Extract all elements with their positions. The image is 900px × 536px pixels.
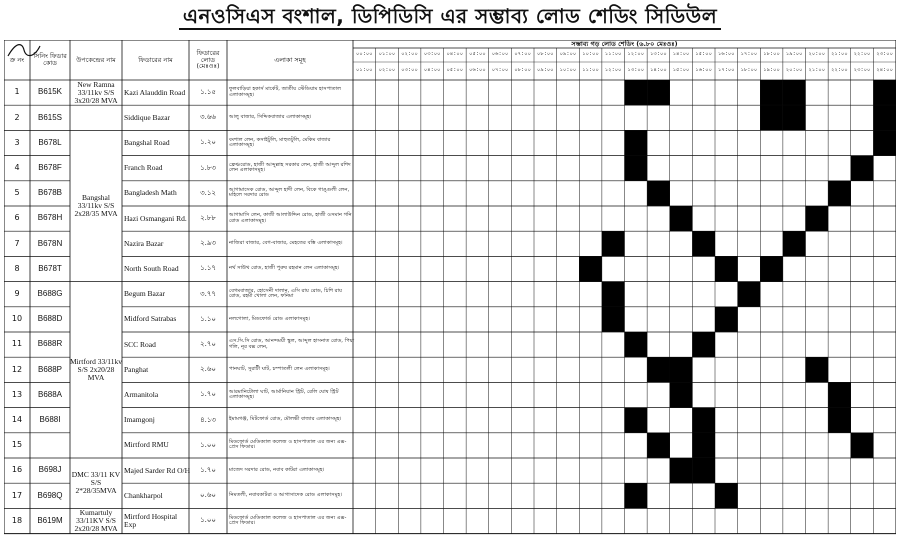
shedding-block [602,231,625,256]
time-to-label: ২৩:০০ [853,67,871,74]
row-sl: 1 [14,87,20,97]
row-area: নলগোলা, মিডফোর্ড রোড এলাকাসমূহ। [229,315,310,322]
row-feeder-code: B619M [37,515,63,525]
row-load: ৩.৭৭ [200,289,216,298]
row-sl: 11 [11,339,23,349]
row-feeder-name: Kazi Alauddin Road [124,87,186,97]
row-sl: 14 [11,414,23,424]
row-load: ২.৭০ [200,339,216,348]
row-sl: 4 [14,162,20,172]
time-from-label: ০০:০০ [356,51,373,58]
time-from-label: ০৫:০০ [469,51,486,58]
shedding-block [692,408,715,433]
time-to-label: ১৬:০০ [695,67,712,74]
time-to-label: ১০:০০ [559,67,577,74]
time-to-label: ০১:০০ [356,67,373,74]
time-from-label: ১৩:০০ [650,51,667,58]
time-from-label: ২২:০০ [853,51,871,58]
time-from-label: ১৮:০০ [763,51,780,58]
substation-name [70,105,122,130]
row-feeder-code: B688G [37,288,63,298]
time-from-label: ০৪:০০ [446,51,464,58]
row-feeder-name: Siddique Bazar [124,112,171,122]
row-sl: 3 [14,137,20,147]
row-sl: 7 [14,238,20,248]
shedding-block [851,156,874,181]
time-from-label: ০২:০০ [401,51,418,58]
shedding-block [602,307,625,332]
time-from-label: ১১:০০ [604,51,622,58]
time-from-label: ০৯:০০ [559,51,577,58]
row-area: বেগমবাজার, হোসেনী দালান, এসি রায় রোড, চিশি রায় রোড, রহমী খোলা লেন, ফনিমা [229,287,343,300]
row-feeder-name: Imamgonj [124,415,155,425]
row-area: বংশাল লেন, কসাইটুলি, মাহুতটুলি, মেকিম বাজার এলাকাসমূহ। [229,136,331,148]
shedding-block [715,483,738,508]
page-title [0,2,900,35]
row-load: ৩.৬৬ [200,113,216,122]
row-load: ১.১০ [200,314,216,323]
row-area: আরমানিটোলা ঘাট, আর্মানিয়ান স্ট্রিট, রেলি ঘোষ স্ট্রিট এলাকাসমূহ। [229,388,339,400]
row-feeder-code [30,433,70,458]
time-to-label: ১৪:০০ [650,67,667,74]
header-substation: উপকেন্দ্রের নাম [76,55,116,64]
substation-name: Mirtford 33/11kv S/S 2x20/28 MVA [70,356,122,382]
time-to-label: ১১:০০ [582,67,599,74]
shedding-block [625,80,648,105]
time-to-label: ১২:০০ [604,67,622,74]
shedding-block [692,231,715,256]
row-load: ১.২০ [200,138,216,147]
time-from-label: ০৭:০০ [514,51,531,58]
row-area: এস.সি.সি রোড, আনন্দময়ী স্কুল, আব্দুল হাসনাত রোড, পিয়া গলি, নূর বক্স লেন, [229,338,355,350]
shedding-block [625,130,648,155]
shedding-block [692,332,715,357]
time-to-label: ০৪:০০ [423,67,441,74]
shedding-block [670,206,693,231]
row-feeder-code: B688P [37,364,63,374]
row-load: ১.৭০ [200,465,216,474]
row-sl: 5 [14,188,20,198]
signature-mark [4,40,64,58]
time-to-label: ১৫:০০ [672,67,690,74]
shedding-block [851,433,874,458]
row-area: মিডফোর্ড মেডিক্যাল কলেজ ও হাসপাতাল এর জন্য এক্স-প্রেস ফিডার। [229,438,347,451]
row-load: ১.০০ [200,516,216,525]
time-from-label: ০৮:০০ [537,51,554,58]
header-load: ফিডারের লোড (মেঃওঃ) [196,48,220,71]
time-to-label: ০৩:০০ [401,67,418,74]
shedding-block [828,382,851,407]
substation-name: Kumartuly 33/11KV S/S 2x20/28 MVA [74,508,118,533]
substation-name: Bangshal 33/11kv S/S 2x28/35 MVA [74,193,118,218]
header-schedule: সম্ভাব্য গড় লোড শেডিং (৬.৮০ মেঃওঃ) [571,40,678,48]
shedding-block [783,105,806,130]
row-area: নাজিরা বাজার, বেগ-বাজার, মেহতের বস্তি এলাকাসমূহ। [229,240,343,247]
shedding-block [873,130,896,155]
shedding-block [692,458,715,483]
row-area: আগামাসেক রোড, আব্দুল হাদী লেন, বিকে গাঙ্গুলী লেন, মহিলে সরদার রোড [229,186,350,199]
shedding-block [579,256,602,281]
row-sl: 16 [11,465,23,475]
time-from-label: ১৬:০০ [718,51,735,58]
row-load: ১.৮৩ [200,163,216,172]
load-shedding-table [4,40,896,536]
time-from-label: ০৩:০০ [423,51,441,58]
shedding-block [602,282,625,307]
row-feeder-name: Nazira Bazar [124,238,164,248]
time-from-label: ২৩:০০ [876,51,893,58]
row-feeder-name: Midford Satrabas [124,314,177,324]
row-feeder-code: B678N [37,238,63,248]
row-sl: 2 [14,112,20,122]
row-feeder-name: Mirtford RMU [124,440,169,450]
row-feeder-name: Armanitola [124,390,159,400]
row-load: ১.০০ [200,440,216,449]
time-to-label: ০৬:০০ [469,67,486,74]
time-from-label: ১৯:০০ [785,51,803,58]
shedding-block [806,357,829,382]
header-feeder-code: সিনিং ফিডার কোড [33,52,67,67]
shedding-block [760,105,783,130]
time-from-label: ২১:০০ [831,51,848,58]
shedding-block [625,332,648,357]
time-to-label: ১৯:০০ [763,67,780,74]
row-sl: 18 [11,515,23,525]
row-sl: 8 [14,263,20,273]
row-feeder-code: B688A [37,389,63,399]
row-sl: 17 [11,490,23,500]
time-to-label: ০৯:০০ [537,67,554,74]
row-feeder-code: B688R [37,339,63,349]
row-load: ০.৬০ [200,491,216,500]
shedding-block [647,433,670,458]
shedding-block [738,282,761,307]
row-area: আগামাসি লেন, কাজী আলাউদ্দিন রোড, হাজী ওসমান গনি রোড এলাকাসমূহ। [229,212,352,224]
row-load: ১.১৭ [200,264,216,273]
shedding-block [873,80,896,105]
row-feeder-code: B688I [39,414,61,424]
row-feeder-code: B678T [38,263,62,273]
shedding-block [715,307,738,332]
header-sl: ক্র নং [9,55,25,64]
row-feeder-name: Bangshal Road [124,138,170,148]
row-feeder-name: Begum Bazar [124,289,166,299]
shedding-block [692,433,715,458]
row-feeder-name: Chankharpol [124,490,163,500]
shedding-block [873,105,896,130]
time-to-label: ২২:০০ [831,67,848,74]
time-from-label: ০৬:০০ [491,51,509,58]
row-area: নর্থ সাউথ রোড, হাজী পুরুষ রহমান লেন এলাকাসমূহ। [229,265,340,272]
row-area: ফুলবাড়িয়া হকার্স মার্কেট, জাতীয় স্টেডিয়াম হাসপাতাল এলাকাসমূহ। [229,86,341,98]
time-to-label: ১৭:০০ [718,67,735,74]
time-from-label: ২০:০০ [808,51,826,58]
time-from-label: ১৭:০০ [740,51,758,58]
time-to-label: ২১:০০ [808,67,826,74]
row-area: পানঘাট, সুরাটী ঘাট, চম্পাতলী লেন এলাকাসমূহ। [229,366,330,373]
substation-name: DMC 33/11 KV S/S 2*28/35MVA [71,470,121,496]
time-to-label: ০৮:০০ [514,67,531,74]
row-load: ২.৮৮ [200,213,216,222]
row-area: ফ্রেঞ্চরোড, হাজী আব্দুল্লাহ সরকার লেন, হাজী আব্দুল রশিদ লেন এলাকাসমূহ। [229,161,351,174]
row-sl: 13 [11,389,23,399]
row-load: ৩.১২ [200,188,216,197]
row-feeder-name: Hazi Osmangani Rd. [124,213,187,223]
shedding-block [670,357,693,382]
row-feeder-code: B678B [37,188,63,198]
row-feeder-name: North South Road [124,264,179,274]
row-sl: 9 [14,288,20,298]
shedding-block [828,408,851,433]
shedding-block [647,357,670,382]
shedding-block [806,206,829,231]
row-load: ১.৭০ [200,390,216,399]
time-from-label: ০১:০০ [378,51,396,58]
row-feeder-name: Majed Sarder Rd O/H [124,465,191,475]
row-feeder-code: B698J [38,465,62,475]
row-feeder-name: Panghat [124,364,149,374]
shedding-block [828,181,851,206]
shedding-block [783,231,806,256]
time-from-label: ১৫:০০ [695,51,712,58]
row-load: ২.৬০ [200,365,216,374]
substation-name: New Ramna 33/11kv S/S 3x20/28 MVA [74,80,118,105]
time-to-label: ১৮:০০ [740,67,758,74]
row-area: আলু বাজার, সিদ্দিকবাজার এলাকাসমূহ। [229,114,312,121]
time-from-label: ১২:০০ [627,51,645,58]
header-feeder-name: ফিডারের নাম [138,55,173,64]
row-feeder-name: Mirtford Hospital Exp [124,512,178,529]
shedding-block [625,483,648,508]
row-feeder-code: B688D [37,314,63,324]
shedding-block [670,458,693,483]
row-feeder-code: B698Q [37,490,63,500]
row-feeder-code: B615K [37,87,63,97]
shedding-block [760,256,783,281]
row-load: ৪.১৩ [200,415,216,424]
header-area: এলাকা সমূহ [274,55,306,64]
row-area: নিমতলী, নবাবকাটরা ও আগাসাদেক রোড এলাকাসমূহ। [229,492,343,499]
time-from-label: ১৪:০০ [672,51,690,58]
shedding-block [647,181,670,206]
shedding-block [783,80,806,105]
shedding-block [647,80,670,105]
shedding-block [670,382,693,407]
time-to-label: ২০:০০ [785,67,803,74]
row-area: মাজেদ সরদার রোড, নবাব কাটরা এলাকাসমূহ। [229,466,325,473]
row-sl: 12 [11,364,23,374]
time-to-label: ০৫:০০ [446,67,464,74]
row-sl: 10 [11,314,23,324]
time-from-label: ১০:০০ [582,51,599,58]
row-feeder-code: B615S [37,112,63,122]
row-area: মিডফোর্ড মেডিক্যাল কলেজ ও হাসপাতাল এর জন্য এক্স-প্রেস ফিডার। [229,514,347,526]
row-feeder-name: SCC Road [124,339,156,349]
row-sl: 15 [11,440,23,450]
time-to-label: ০৭:০০ [491,67,509,74]
time-to-label: ০২:০০ [378,67,396,74]
shedding-block [760,80,783,105]
row-sl: 6 [14,213,20,223]
row-area: ইমামগঞ্জ, মিটফোর্ড রোড, মৌলভী বাজার এলাকাসমূহ। [229,416,342,423]
shedding-block [715,256,738,281]
time-to-label: ২৪:০০ [876,67,893,74]
page-title-text: এনওসিএস বংশাল, ডিপিডিসি এর সম্ভাব্য লোড শেডিং সিডিউল [179,4,721,30]
time-to-label: ১৩:০০ [627,67,645,74]
shedding-block [625,408,648,433]
row-feeder-code: B678L [38,137,62,147]
row-feeder-name: Bangladesh Math [124,188,177,198]
shedding-block [625,156,648,181]
row-feeder-name: Franch Road [124,163,163,173]
row-feeder-code: B678F [38,162,62,172]
row-feeder-code: B678H [37,213,63,223]
row-load: ২.৯৩ [200,239,216,248]
row-load: ১.১৫ [200,87,216,96]
